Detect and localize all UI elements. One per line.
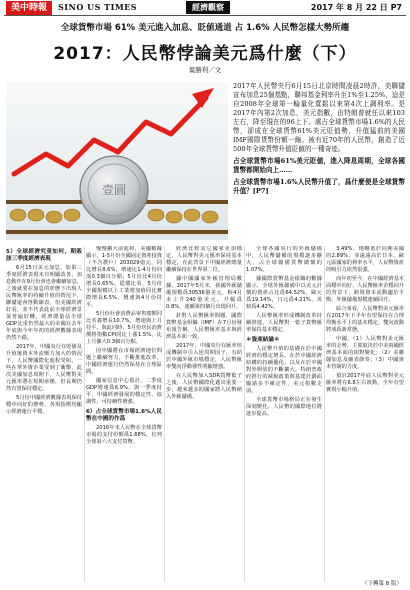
column-divider (324, 246, 325, 582)
body-paragraph: 2017年，中國央行在匯率形成機制中引入逆周期因子，有助於中國外匯市場穩定，人民幣匯率雙向浮動彈性明顯增強。 (166, 343, 242, 370)
body-paragraph: 慢慢擴大前進和，美國數據顯示，1-5月份全國固定資產投資（不含農戶）203029億元，同比增長8.6%，增速比1-4月份回落0.3個百分點；5月份比4月份增長0.65%。從環比看，5月份全國規模以上工業增加值同比實際增長6.5%，增速與4月份持平。 (86, 246, 162, 308)
body-paragraph: 預計2017年底人民幣對美元匯率將在6.8左右波動，全年有望實現小幅升值。 (326, 373, 404, 393)
subheadline: 全球貨幣市場 61% 美元進入加息、貶値通道 占 1.6% 人民幣怎樣大勢所趨 (60, 23, 350, 33)
body-paragraph: 人民幣升值的基礎在於中國經濟的穩定增長，在於中國經濟結構的持續優化，以及在於中國對外開放的不斷擴大。特朗普政府推行的減稅政策與基建計劃面臨諸多不確定性，美元指數走弱。 (246, 346, 322, 394)
lead-highlight-1: 占全球貨幣市場61%美元貶値，進入降息周期，全球各國貨幣都開始向上…… (233, 157, 405, 174)
body-column-3 (166, 246, 242, 582)
body-paragraph: 人民幣匯率形成機制改革持續推進，人民幣對一籃子貨幣匯率保持基本穩定。 (246, 313, 322, 333)
body-paragraph: 2017年，中國央行在貶値及升值後資本外流壓力加大的情況下，人民幣國際化進程受阻，一些在華外資企業受到了衝擊，此次美國加息周期下，人民幣對美元匯率將在短期承壓，但長期仍然有望保持穩定。 (6, 344, 82, 392)
body-paragraph: 全球各國央行的外匯儲備中，人民幣儲備的規模逐步擴大，占全球儲備貨幣總額的1.07%。 (246, 246, 322, 273)
section-heading: ＊資產結論＊ (246, 337, 280, 343)
section-heading: 6）占全球貨幣市場1.6%人民幣在中國的作爲 (86, 409, 162, 422)
body-column-5 (326, 246, 404, 582)
body-paragraph: 綜合來看，人民幣對美元匯率在2017年下半年有望保持在合理均衡水平上的基本穩定，雙向波動將成爲新常態。 (326, 306, 404, 333)
section-label: 經濟觀察 (186, 1, 230, 14)
masthead (0, 0, 410, 14)
body-paragraph: 5月份中國經濟數據表現保持穩中向好的態勢，各項指標均顯示經濟運行平穩。 (6, 395, 82, 415)
column-divider (84, 246, 85, 582)
masthead-divider (4, 15, 406, 16)
lead-photo (6, 82, 228, 240)
column-divider (244, 246, 245, 582)
issue-date: 2017 年 8 月 22 日 P7 (310, 3, 402, 12)
body-paragraph: 6月15日美元加息，如果三季度經濟表現未有明顯改善，加息動作在9月份會也會繼續加息，之後就要在加息的狀態下出現人民幣匯率的持續升值的情況下，聯儲還會啓動縮表。但美國經濟好看，並不代表此前全球經濟景氣普遍好轉，經濟總量佔全球GDP比重仍然最大的美國在去年年底與今年年初的經濟數據表現仍然不錯。 (6, 265, 82, 341)
brand-english: SINO US TIMES (58, 2, 138, 12)
body-column-2 (86, 246, 162, 582)
column-divider (164, 246, 165, 582)
body-paragraph: 針對人民幣匯率問題，國際貨幣基金組織（IMF）在7月份發布報告稱，人民幣匯率基本與經濟基本面一致。 (166, 313, 242, 340)
brand-logo: 美中時報 (6, 1, 52, 15)
body-column-4 (246, 246, 322, 582)
lead-paragraph: 2017年人民幣央行6月15日北京時間凌晨2時許，美聯儲宣布加息25個基點，聯邦基金利率升至1%至1.25%，這是自2008年全球第一輪量化寬鬆以來第4次上調利率。是2017年內第2次加息，美元指數，由特朗普就任以來103左右，降至現在的96上下。處占全球貨幣市場1.6%的人民幣，卻成在全球貨幣61%美元貶值勢，升值猛前的美國IMF國際貨幣份額一線。被有近70年的人民幣，創造了近500年全球貨幣升值貶値的一種奇迹。 (233, 82, 405, 153)
svg-text:壹圓: 壹圓 (101, 183, 127, 197)
body-paragraph: 3.49%，僅略低於同期美國的2.89%，並遠遠高於日本、歐元區國家的利率水平，人民幣資產的吸引力依然很強。 (326, 246, 404, 273)
byline: 葉勝利／文 (188, 66, 222, 74)
body-paragraph: 5月份社會消費品零售總額同比名義增長10.7%，增速與上月持平。與此同時，5月份居民消費價格指數CPI同比上漲1.5%，比上月擴大0.3個百分點。 (86, 311, 162, 345)
page-title: 2017：人民幣悖論美元爲什麼（下） (53, 44, 357, 64)
body-paragraph: 因中國將在市場經濟地位問題上繼續努力，不斷推進改革，中國經濟運行仍然保持在合理區間。 (86, 348, 162, 375)
rmb-coin-rising-arrow-icon (6, 82, 228, 240)
body-paragraph: 而年初至今，在中國經濟基本面穩中向好、人民幣匯率企穩回升的背景下，跨境資本流動趨於平衡，外匯儲備規模連續回升。 (326, 276, 404, 303)
body-paragraph: 全球貨幣市場格局正在發生深刻變化，人民幣的國際地位將逐步提高。 (246, 397, 322, 417)
continued-note: （下轉第 8 版） (362, 581, 402, 587)
section-heading: 5）全球經濟究竟如何，期販該三季度經濟表現 (6, 249, 82, 262)
lead-summary (233, 82, 405, 242)
lead-highlight-2: 占全球貨幣市場1.6%人民幣升值了，爲什麼便是全球貨幣升值？[P7] (233, 178, 405, 195)
body-paragraph: 據國際貨幣基金組織的數據顯示，全球外匯儲備中以美元計價的資產占比爲64.52%，歐元爲19.14%，日元爲4.21%，英鎊爲4.42%。 (246, 276, 322, 310)
body-paragraph: 在人民幣加入SDR貨幣籃子之後，人民幣國際化邁出重要一步，越來越多的國家將人民幣納入外匯儲備。 (166, 373, 242, 400)
body-paragraph: 經濟比較其它國家更加穩定，人民幣對美元匯率保持基本穩定，在此背景下中國經濟總量繼續保持在世界第二位。 (166, 246, 242, 273)
body-paragraph: 國家信息中心預計，二季度GDP增速爲6.9%，與一季度持平，中國經濟發展的穩定性、協調性、可持續性增強。 (86, 378, 162, 405)
body-column-1 (6, 246, 82, 582)
body-paragraph: 中國，（1）人民幣對美元匯率的走勢，主要取決於中美兩國經濟基本面的相對變化；（2）美聯儲加息及縮表節奏；（3）中國資本管制的力度。 (326, 336, 404, 370)
body-paragraph: 2016年末人民幣在全球貨幣市場的支付份額爲1.68%，位列全球第六大支付貨幣。 (86, 425, 162, 445)
body-paragraph: 據中國國家外匯管理局數據，2017年5月末，我國外匯儲備規模爲30536億美元，較4月末上升240億美元，升幅爲0.8%，連續第四個月出現回升。 (166, 276, 242, 310)
